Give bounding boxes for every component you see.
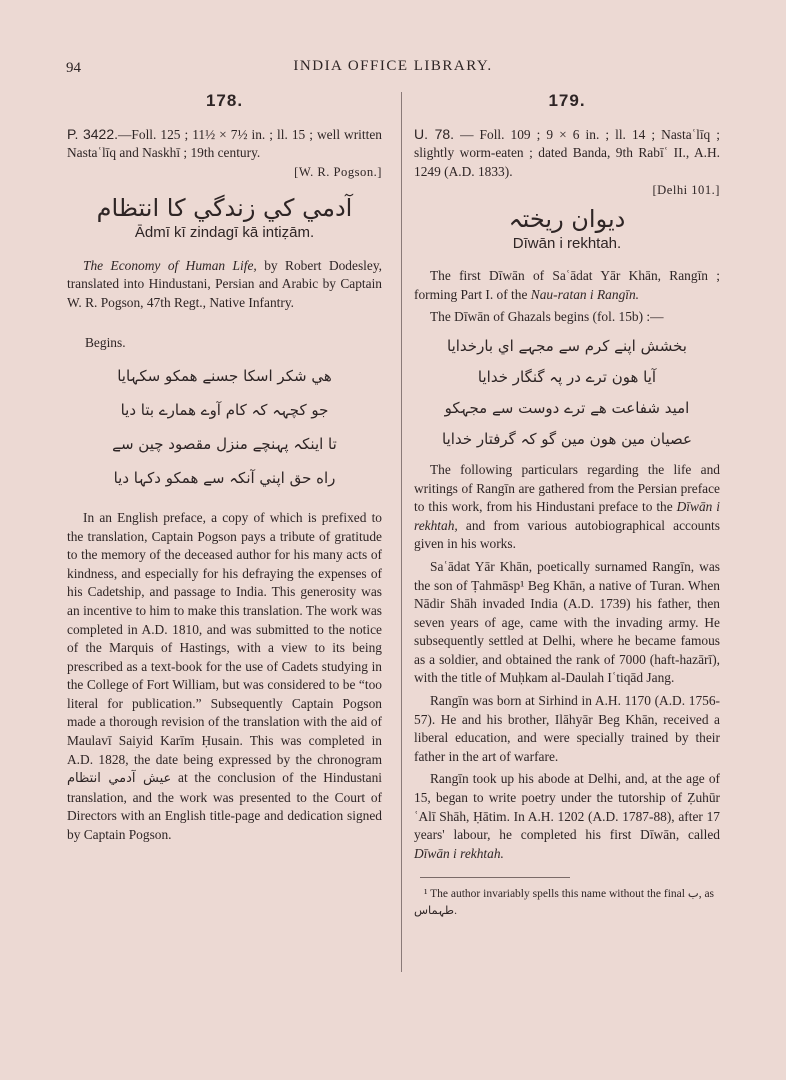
urdu-title: آدمي کي زندگي کا انتظام <box>96 194 353 223</box>
verse-line: تا اينکہ پہنچے منزل مقصود چين سے <box>112 434 337 453</box>
shelfmark: P. 3422. <box>67 125 119 142</box>
urdu-title: ديوان ريختہ <box>508 204 626 233</box>
body-paragraph: Saʿādat Yār Khān, poetically surnamed Rangīn, was the son of Ṭahmāsp¹ Beg Khān, a native of Turan. When Nādir Shāh invaded India (A.D. 1739) his father, then seven years of age, came with the invading army. He subsequently settled at Delhi, where he became famous as a soldier, and obtained the rank of 7000 (haft-hazārī), with the title of Muḥkam al-Daulah Iʿtiqād Jang. <box>414 558 720 686</box>
citation: [W. R. Pogson.] <box>294 164 382 179</box>
entry-179-column <box>414 88 720 919</box>
footnote: ¹ The author invariably spells this name without the final ب, as طہماس. <box>414 888 715 918</box>
begins-label: Begins. <box>85 335 126 351</box>
transliterated-title: Ādmī kī zindagī kā intiẓām. <box>134 223 315 241</box>
column-divider <box>401 92 402 972</box>
running-title: INDIA OFFICE LIBRARY. <box>293 58 493 74</box>
citation: [Delhi 101.] <box>652 183 720 198</box>
chronogram: عيش آدمي انتظام <box>67 771 172 787</box>
verse-line: راه حق اپني آنکہ سے همکو دکہا ديا <box>113 468 336 487</box>
entry-number: 179. <box>548 91 586 110</box>
body-paragraph: Rangīn took up his abode at Delhi, and, at the age of 15, began to write poetry under the tutorship of Ẓuhūr ʿAlī Shāh, Ḥātim. In A.H. 1202 (A.D. 1787-88), after 17 years' labour, he completed his first Dīwān, called Dīwān i rekhtah. <box>414 771 720 861</box>
verse-line: اميد شفاعت هے ترے دوست سے مجہکو <box>444 398 690 417</box>
shelfmark: U. 78. <box>414 125 455 142</box>
body-paragraph: The first Dīwān of Saʿādat Yār Khān, Rangīn ; forming Part I. of the Nau-ratan i Rangīn. <box>414 268 720 302</box>
entry-178-column <box>67 88 382 849</box>
verse-line: بخشش اپنے کرم سے مجہے اي بارخدايا <box>447 336 687 355</box>
work-title: The Economy of Human Life, <box>83 257 257 273</box>
opening-verses <box>414 331 720 455</box>
intro-paragraph: The Economy of Human Life, by Robert Dodesley, translated into Hindustani, Persian and Arabic by Captain W. R. Pogson, 47th Regt., Native Infantry. <box>67 257 382 310</box>
verse-line: هي شکر اسکا جسنے همکو سکہايا <box>117 366 332 385</box>
catalogue-description <box>414 125 720 182</box>
verse-line: جو کچہہ کہ کام آوے همارے بتا ديا <box>120 400 329 419</box>
opening-verses <box>67 359 382 495</box>
footnote-divider <box>420 877 570 878</box>
verse-line: عصيان مين هون مين گو کہ گرفتار خدايا <box>442 429 692 448</box>
physical-description: — Foll. 109 ; 9 × 6 in. ; ll. 14 ; Nastaʿlīq ; slightly worm-eaten ; dated Banda, 9th Rabīʿ II., A.H. 1249 (A.D. 1833). <box>414 126 721 179</box>
body-paragraph: In an English preface, a copy of which is prefixed to the translation, Captain Pogson pays a tribute of gratitude to the memory of the deceased author for his many acts of kindness, and especially for his defraying the expenses of his Cadetship, and passage to India. This generosity was an incentive to him to make this translation. The work was completed in A.D. 1810, and was submitted to the notice of the Marquis of Hastings, with a view to its being prescribed as a text-book for the use of Cadets studying in the College of Fort William, but was considered to be “too literal for publication.” Subsequently Captain Pogson made a thorough revision of the translation with the aid of Maulavī Saiyid Karīm Ḥusain. This was completed in A.D. 1828, the date being expressed by the chronogram عيش آدمي انتظام at the conclusion of the Hindustani translation, and the work was presented to the Court of Directors with an English title-page and dedication signed by Captain Pogson. <box>67 509 383 843</box>
catalogue-description <box>67 125 382 163</box>
body-paragraph: The Dīwān of Ghazals begins (fol. 15b) :— <box>430 309 664 325</box>
physical-description: —Foll. 125 ; 11½ × 7½ in. ; ll. 15 ; well written Nastaʿlīq and Naskhī ; 19th century. <box>67 126 382 161</box>
page-number: 94 <box>66 60 81 76</box>
body-paragraph: The following particulars regarding the life and writings of Rangīn are gathered from the Persian preface to this work, from his Hindustani preface to the Dīwān i rekhtah, and from various autobiographical accounts given in his works. <box>414 461 720 552</box>
entry-number: 178. <box>205 91 244 110</box>
body-paragraph: Rangīn was born at Sirhind in A.H. 1170 (A.D. 1756-57). He and his brother, Ilāhyār Beg Khān, received a liberal education, and were specially trained by their father in the art of warfare. <box>414 693 720 764</box>
verse-line: آيا هون ترے در پہ گنگار خدايا <box>477 367 657 386</box>
transliterated-title: Dīwān i rekhtah. <box>512 234 622 252</box>
